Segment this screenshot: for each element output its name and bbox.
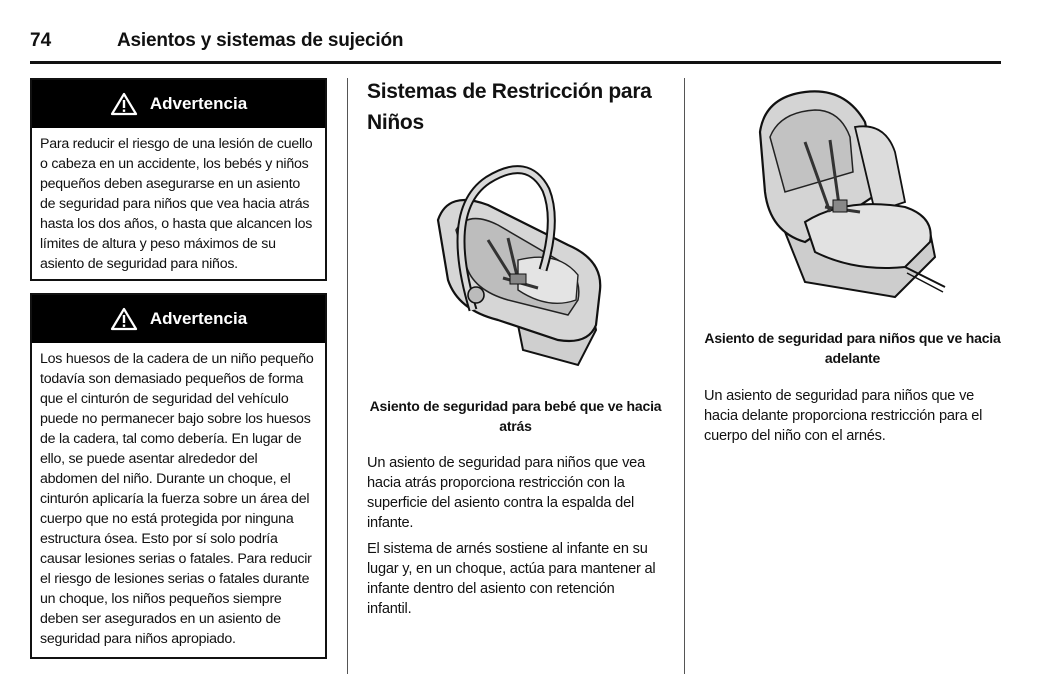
column-divider-2: [684, 78, 685, 674]
subsection-title: Sistemas de Restricción para Niños: [367, 80, 652, 134]
figure-caption: Asiento de seguridad para niños que ve hacia adelante: [704, 330, 1001, 366]
warning-triangle-icon: [110, 307, 138, 331]
page-number: 74: [30, 30, 52, 51]
warning-header: [32, 295, 325, 343]
column-divider-1: [347, 78, 348, 674]
warning-box-1: [30, 78, 327, 281]
warning-header: [32, 80, 325, 128]
warning-triangle-icon: [110, 92, 138, 116]
forward-facing-child-seat-illustration: [745, 82, 955, 304]
warning-label: Advertencia: [149, 94, 248, 113]
body-paragraph: El sistema de arnés sostiene al infante en su lugar y, en un choque, actúa para mantener al infante dentro del asiento con retención infantil.: [367, 541, 656, 617]
warning-box-2: [30, 293, 327, 659]
section-title: Asientos y sistemas de sujeción: [117, 30, 404, 51]
warning-text: Para reducir el riesgo de una lesión de cuello o cabeza en un accidente, los bebés y niños pequeños deben asegurarse en un asiento de seguridad para niños que vea hacia atrás hasta los dos años, o hasta que alcancen los límites de altura y peso máximos de su asiento de seguridad para niños.: [40, 136, 313, 272]
body-paragraph: Un asiento de seguridad para niños que vea hacia atrás proporciona restricción con la superficie del asiento contra la espalda del infante.: [367, 455, 646, 531]
warning-text: Los huesos de la cadera de un niño pequeño todavía son demasiado pequeños de forma que el cinturón de seguridad del vehículo puede no permanecer bajo sobre los huesos de la cadera, tal como debería. En lugar de ello, se puede asentar alrededor del abdomen del niño. Durante un choque, el cinturón aplicaría la fuerza sobre un área del cuerpo que no está protegida por ninguna estructura ósea. Esto por sí solo podría causar lesiones serias o fatales. Para reducir el riesgo de lesiones serias o fatales durante un choque, los niños pequeños siempre deben ser asegurados en un asiento de seguridad para niños apropiado.: [40, 351, 314, 647]
rear-facing-infant-seat-illustration: [418, 150, 608, 370]
header-rule: [30, 61, 1001, 64]
warning-label: Advertencia: [149, 309, 248, 328]
figure-caption: Asiento de seguridad para bebé que ve hacia atrás: [369, 398, 662, 434]
body-paragraph: Un asiento de seguridad para niños que ve hacia delante proporciona restricción para el cuerpo del niño con el arnés.: [704, 388, 983, 444]
